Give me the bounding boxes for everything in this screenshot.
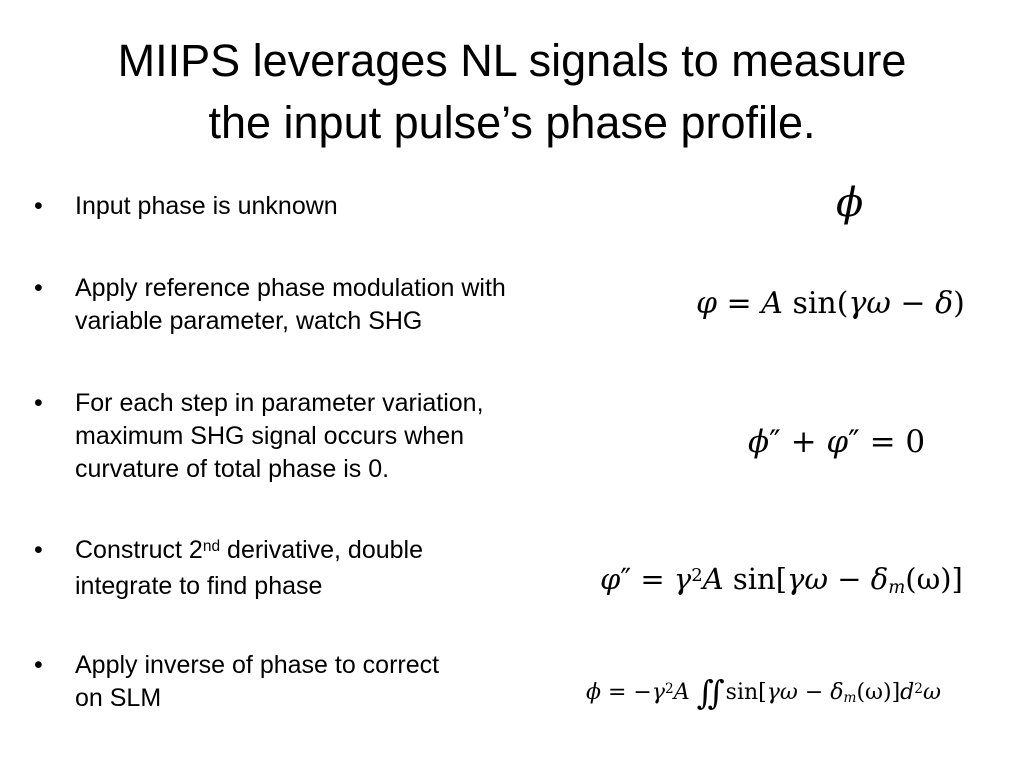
eq-symbol: γ <box>766 680 780 705</box>
eq-operator: = 0 <box>859 424 926 460</box>
eq-subscript <box>888 577 905 598</box>
eq-symbol: ω <box>866 286 891 321</box>
eq-operator: = − <box>601 680 652 705</box>
equation-phi <box>836 180 863 226</box>
eq-symbol: γ <box>848 286 867 321</box>
bullet-line: Apply inverse of phase to correct <box>75 651 440 679</box>
title-line-2: the input pulse’s phase profile. <box>208 97 816 148</box>
eq-symbol: ω <box>779 680 798 705</box>
bullet-text <box>75 387 484 486</box>
bullet-line: Apply reference phase modulation with <box>75 274 506 302</box>
eq-exponent: 2 <box>691 564 703 586</box>
eq-symbol: ϕ <box>748 424 770 460</box>
eq-symbol: δ <box>935 286 954 321</box>
eq-exponent: 2 <box>914 680 923 697</box>
bullet-text <box>75 272 506 338</box>
eq-prime: ″ <box>848 424 860 460</box>
bullet-line: maximum SHG signal occurs when <box>75 422 465 450</box>
bullet-fragment: Construct 2 <box>75 536 203 564</box>
title-line-1: MIIPS leverages NL signals to measure <box>117 35 907 86</box>
eq-symbol: ϕ <box>836 180 864 226</box>
eq-symbol: φ <box>826 424 849 460</box>
eq-exponent: 2 <box>665 680 674 697</box>
eq-subscript <box>844 690 857 706</box>
ordinal-superscript: nd <box>202 538 221 556</box>
bullet-text <box>75 190 338 223</box>
bullet-line: For each step in parameter variation, <box>75 389 484 417</box>
eq-function: sin[ <box>718 680 767 705</box>
bullet-marker: • <box>34 536 43 564</box>
bullet-text <box>75 534 423 603</box>
eq-argument: (ω)] <box>905 562 963 596</box>
eq-symbol: δ <box>830 680 844 705</box>
equation-second-derivative <box>600 562 963 599</box>
eq-symbol: γ <box>787 562 805 596</box>
eq-symbol: m <box>843 690 857 707</box>
slide-title <box>40 30 984 154</box>
eq-symbol: δ <box>870 562 889 596</box>
eq-symbol: γ <box>651 680 666 705</box>
eq-bracket: ) <box>953 286 965 321</box>
eq-symbol: γ <box>673 562 692 596</box>
eq-prime: ″ <box>620 562 632 596</box>
bullet-line: variable parameter, watch SHG <box>75 307 423 335</box>
eq-symbol: A <box>761 286 783 321</box>
bullet-marker: • <box>34 651 43 679</box>
bullet-marker: • <box>34 274 43 302</box>
eq-operator: = <box>717 286 762 321</box>
eq-function: sin( <box>782 286 849 321</box>
eq-operator: = <box>631 562 674 596</box>
eq-function: sin[ <box>723 562 788 596</box>
eq-symbol: φ <box>696 286 718 321</box>
eq-operator: + <box>780 424 827 460</box>
eq-operator: − <box>797 680 831 705</box>
bullet-marker: • <box>34 389 43 417</box>
bullet-line: integrate to find phase <box>75 572 323 600</box>
eq-symbol: φ <box>600 562 621 596</box>
equation-zero-curvature <box>748 424 925 460</box>
eq-argument: (ω)] <box>856 680 901 705</box>
eq-symbol: A <box>673 680 697 705</box>
bullet-fragment: derivative, double <box>220 536 423 564</box>
eq-symbol: A <box>702 562 724 596</box>
bullet-line: on SLM <box>75 684 162 712</box>
eq-symbol: m <box>888 577 906 599</box>
equation-reference-phase <box>696 286 965 321</box>
eq-symbol: ϕ <box>586 680 601 705</box>
eq-operator: − <box>890 286 936 321</box>
eq-symbol: ω <box>804 562 829 596</box>
equation-double-integral <box>586 668 941 712</box>
bullet-line: curvature of total phase is 0. <box>75 455 390 483</box>
eq-symbol: ω <box>922 680 941 705</box>
eq-operator: − <box>828 562 871 596</box>
bullet-text <box>75 649 439 715</box>
eq-symbol: d <box>900 680 915 705</box>
bullet-line <box>75 534 423 570</box>
bullet-line: Input phase is unknown <box>75 192 338 220</box>
bullet-marker: • <box>34 192 43 220</box>
double-integral-sign: ∬ <box>696 672 719 712</box>
eq-prime: ″ <box>769 424 781 460</box>
